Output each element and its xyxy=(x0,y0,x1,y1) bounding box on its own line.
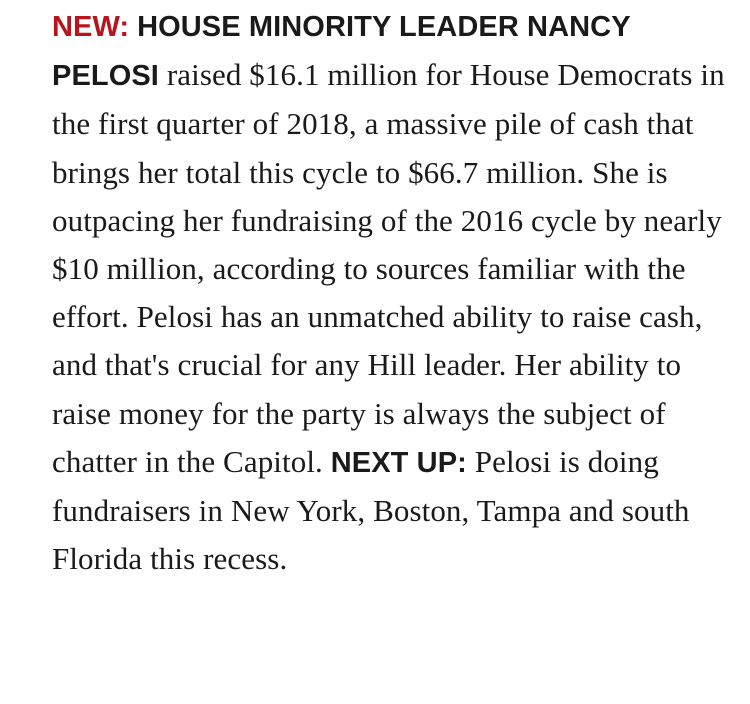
body-text-part1: raised $16.1 million for House Democrats in the first quarter of 2018, a massive pile of cash that brings her total this cycle to $66.7 million. She is outpacing her fundraising of the 2016 cycle by nearly $10 million, according to sources familiar with the effort. Pelosi has an unmatched ability to raise cash, and that's crucial for any Hill leader. Her ability to raise money for the party is always the subject of chatter in the Capitol. xyxy=(52,57,725,479)
new-label: NEW: xyxy=(52,11,130,43)
headline-lead: HOUSE MINORITY LEADER NANCY PELOSI xyxy=(52,11,631,93)
next-up-label: NEXT UP: xyxy=(330,446,467,479)
article-paragraph xyxy=(52,2,742,583)
article-text-block xyxy=(52,2,742,583)
body-text-part2: Pelosi is doing fundraisers in New York, Boston, Tampa and south Florida this recess. xyxy=(52,443,690,577)
